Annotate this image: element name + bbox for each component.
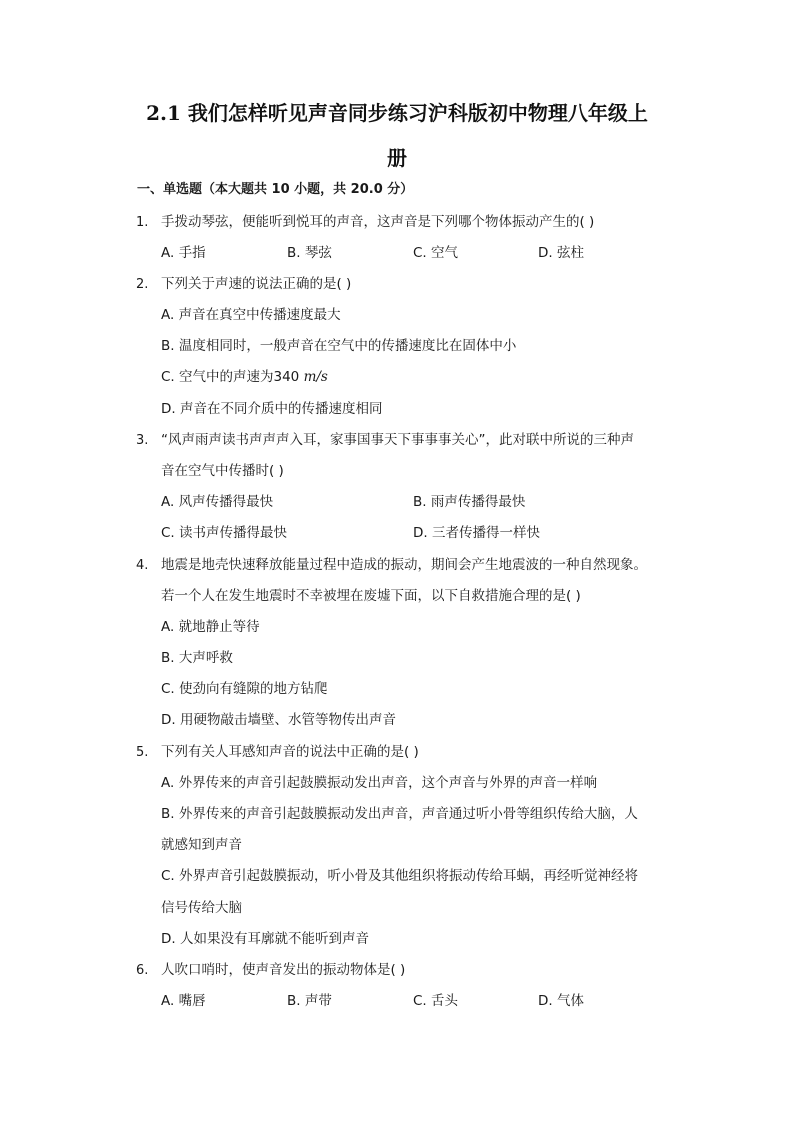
question-number: 1. xyxy=(136,215,149,230)
question-number: 5. xyxy=(136,745,149,760)
option-d: D. 用硬物敲击墙壁、水管等物传出声音 xyxy=(161,712,396,728)
question-stem: 下列关于声速的说法正确的是( ) xyxy=(161,276,352,292)
option-a: A. 就地静止等待 xyxy=(161,619,260,635)
option-c: C. 空气 xyxy=(413,245,459,261)
question-number: 2. xyxy=(136,277,149,292)
document-title: 2.1 我们怎样听见声音同步练习沪科版初中物理八年级上 xyxy=(146,101,648,125)
option-c: C. 使劲向有缝隙的地方钻爬 xyxy=(161,681,328,697)
question-stem-continued: 若一个人在发生地震时不幸被埋在废墟下面，以下自救措施合理的是( ) xyxy=(161,588,581,604)
option-b-continued: 就感知到声音 xyxy=(161,837,242,853)
option-a: A. 风声传播得最快 xyxy=(161,494,274,510)
option-d: D. 气体 xyxy=(538,993,584,1009)
option-a: A. 嘴唇 xyxy=(161,993,206,1009)
option-c: C. 舌头 xyxy=(413,993,459,1009)
question-stem: “风声雨声读书声声声入耳，家事国事天下事事事关心”，此对联中所说的三种声 xyxy=(161,432,634,448)
question-number: 3. xyxy=(136,433,149,448)
section-heading: 一、单选题（本大题共 10 小题，共 20.0 分） xyxy=(137,182,414,197)
option-c xyxy=(161,368,328,386)
option-c: C. 读书声传播得最快 xyxy=(161,525,288,541)
option-b: B. 声带 xyxy=(287,993,332,1009)
question-stem: 下列有关人耳感知声音的说法中正确的是( ) xyxy=(161,744,419,760)
option-b: B. 外界传来的声音引起鼓膜振动发出声音，声音通过听小骨等组织传给大脑，人 xyxy=(161,806,638,822)
option-b: B. 大声呼救 xyxy=(161,650,233,666)
option-c-text: C. 空气中的声速为340 xyxy=(161,369,304,385)
option-d: D. 弦柱 xyxy=(538,245,584,261)
option-b: B. 温度相同时，一般声音在空气中的传播速度比在固体中小 xyxy=(161,338,517,354)
question-stem-continued: 音在空气中传播时( ) xyxy=(161,463,284,479)
option-a: A. 外界传来的声音引起鼓膜振动发出声音，这个声音与外界的声音一样响 xyxy=(161,775,598,791)
question-number: 4. xyxy=(136,558,149,573)
question-stem: 人吹口哨时，使声音发出的振动物体是( ) xyxy=(161,962,406,978)
option-d: D. 人如果没有耳廓就不能听到声音 xyxy=(161,931,369,947)
option-d: D. 声音在不同介质中的传播速度相同 xyxy=(161,401,383,417)
option-a: A. 声音在真空中传播速度最大 xyxy=(161,307,341,323)
option-c: C. 外界声音引起鼓膜振动，听小骨及其他组织将振动传给耳蜗，再经听觉神经将 xyxy=(161,868,639,884)
question-number: 6. xyxy=(136,963,149,978)
document-title-continued: 册 xyxy=(387,146,407,170)
option-b: B. 雨声传播得最快 xyxy=(413,494,526,510)
option-b: B. 琴弦 xyxy=(287,245,332,261)
question-stem: 手拨动琴弦，便能听到悦耳的声音，这声音是下列哪个物体振动产生的( ) xyxy=(161,214,595,230)
option-d: D. 三者传播得一样快 xyxy=(413,525,540,541)
option-c-continued: 信号传给大脑 xyxy=(161,900,242,916)
question-stem: 地震是地壳快速释放能量过程中造成的振动，期间会产生地震波的一种自然现象。 xyxy=(161,557,647,573)
option-a: A. 手指 xyxy=(161,245,206,261)
speed-unit: m/s xyxy=(303,369,328,385)
